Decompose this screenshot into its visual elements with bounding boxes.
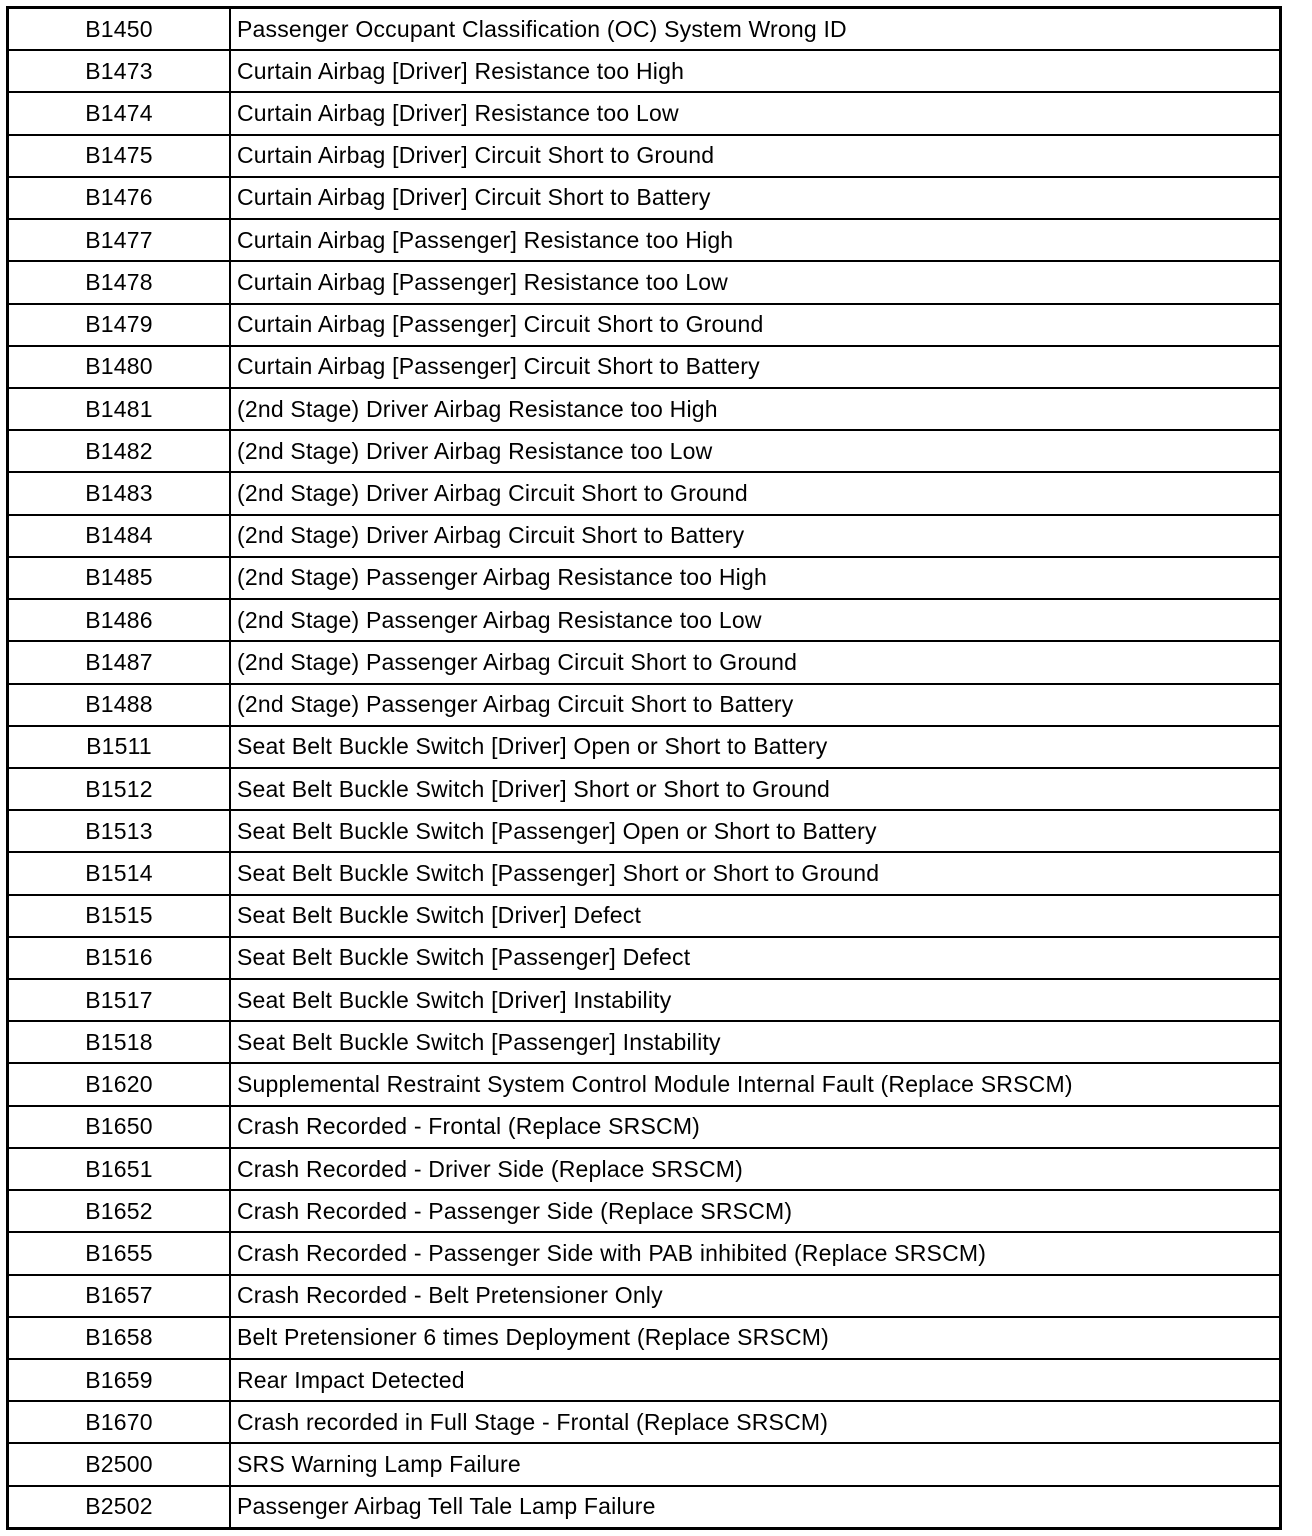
table-row (9, 9, 1279, 49)
dtc-description-cell: Passenger Occupant Classification (OC) System Wrong ID (237, 15, 847, 42)
dtc-description-cell: (2nd Stage) Driver Airbag Resistance too High (237, 395, 718, 422)
table-row (9, 134, 1279, 176)
dtc-code-cell: B1655 (9, 1233, 231, 1273)
dtc-description-cell: (2nd Stage) Driver Airbag Circuit Short to Ground (237, 480, 748, 507)
table-row (9, 556, 1279, 598)
table-row (9, 91, 1279, 133)
table-row (9, 1147, 1279, 1189)
dtc-description-cell: Seat Belt Buckle Switch [Passenger] Defect (237, 944, 691, 971)
dtc-description-cell: Curtain Airbag [Driver] Resistance too Low (237, 100, 679, 127)
dtc-code-cell: B1651 (9, 1149, 231, 1189)
dtc-description-cell: Crash recorded in Full Stage - Frontal (Replace SRSCM) (237, 1408, 829, 1435)
table-row (9, 894, 1279, 936)
table-row (9, 218, 1279, 260)
table-row (9, 471, 1279, 513)
dtc-code-cell: B1479 (9, 305, 231, 345)
dtc-code-cell: B1659 (9, 1360, 231, 1400)
table-row (9, 809, 1279, 851)
dtc-description-cell: Seat Belt Buckle Switch [Driver] Short or Short to Ground (237, 775, 831, 802)
dtc-description-cell: Belt Pretensioner 6 times Deployment (Replace SRSCM) (237, 1324, 830, 1351)
table-row (9, 1316, 1279, 1358)
table-row (9, 640, 1279, 682)
dtc-code-cell: B1658 (9, 1318, 231, 1358)
table-row (9, 1274, 1279, 1316)
dtc-code-cell: B1476 (9, 178, 231, 218)
dtc-description-cell: Curtain Airbag [Passenger] Circuit Short to Battery (237, 353, 760, 380)
table-row (9, 1358, 1279, 1400)
dtc-description-cell: Curtain Airbag [Driver] Resistance too High (237, 57, 685, 84)
table-row (9, 683, 1279, 725)
dtc-description-cell: Curtain Airbag [Passenger] Circuit Short to Ground (237, 311, 764, 338)
dtc-code-cell: B1478 (9, 262, 231, 302)
dtc-code-cell: B1485 (9, 558, 231, 598)
dtc-description-cell: Crash Recorded - Frontal (Replace SRSCM) (237, 1113, 701, 1140)
dtc-description-cell: Seat Belt Buckle Switch [Passenger] Instability (237, 1028, 721, 1055)
table-row (9, 1485, 1279, 1527)
dtc-code-cell: B1515 (9, 896, 231, 936)
table-row (9, 1020, 1279, 1062)
dtc-code-cell: B1475 (9, 136, 231, 176)
dtc-description-cell: Passenger Airbag Tell Tale Lamp Failure (237, 1493, 656, 1520)
table-row (9, 49, 1279, 91)
table-row (9, 936, 1279, 978)
dtc-description-cell: SRS Warning Lamp Failure (237, 1451, 521, 1478)
dtc-code-cell: B1513 (9, 811, 231, 851)
dtc-code-cell: B1483 (9, 473, 231, 513)
dtc-code-cell: B1670 (9, 1402, 231, 1442)
dtc-code-cell: B1518 (9, 1022, 231, 1062)
dtc-description-cell: Curtain Airbag [Passenger] Resistance too High (237, 226, 734, 253)
dtc-description-cell: Seat Belt Buckle Switch [Driver] Defect (237, 902, 642, 929)
table-row (9, 514, 1279, 556)
dtc-description-cell: (2nd Stage) Passenger Airbag Circuit Short to Battery (237, 691, 794, 718)
dtc-description-cell: (2nd Stage) Passenger Airbag Resistance too Low (237, 606, 762, 633)
table-row (9, 1105, 1279, 1147)
dtc-description-cell: Crash Recorded - Passenger Side with PAB inhibited (Replace SRSCM) (237, 1239, 987, 1266)
dtc-description-cell: Curtain Airbag [Passenger] Resistance too Low (237, 268, 728, 295)
dtc-description-cell: Supplemental Restraint System Control Module Internal Fault (Replace SRSCM) (237, 1071, 1073, 1098)
dtc-description-cell: Crash Recorded - Passenger Side (Replace SRSCM) (237, 1197, 793, 1224)
dtc-code-cell: B1482 (9, 431, 231, 471)
dtc-code-cell: B2500 (9, 1444, 231, 1484)
table-row (9, 767, 1279, 809)
table-row (9, 725, 1279, 767)
dtc-table (6, 6, 1282, 1530)
dtc-description-cell: (2nd Stage) Passenger Airbag Circuit Short to Ground (237, 648, 798, 675)
dtc-code-cell: B2502 (9, 1487, 231, 1527)
table-row (9, 345, 1279, 387)
dtc-description-cell: Seat Belt Buckle Switch [Driver] Open or Short to Battery (237, 733, 828, 760)
table-row (9, 851, 1279, 893)
table-row (9, 1400, 1279, 1442)
table-row (9, 1062, 1279, 1104)
dtc-description-cell: Crash Recorded - Driver Side (Replace SRSCM) (237, 1155, 744, 1182)
dtc-code-cell: B1512 (9, 769, 231, 809)
dtc-code-cell: B1486 (9, 600, 231, 640)
dtc-description-cell: Seat Belt Buckle Switch [Driver] Instability (237, 986, 672, 1013)
dtc-description-cell: Curtain Airbag [Driver] Circuit Short to Battery (237, 184, 711, 211)
table-row (9, 260, 1279, 302)
dtc-code-cell: B1511 (9, 727, 231, 767)
dtc-code-cell: B1517 (9, 980, 231, 1020)
dtc-code-cell: B1650 (9, 1107, 231, 1147)
dtc-code-cell: B1620 (9, 1064, 231, 1104)
table-row (9, 598, 1279, 640)
dtc-description-cell: (2nd Stage) Passenger Airbag Resistance too High (237, 564, 767, 591)
dtc-code-cell: B1474 (9, 93, 231, 133)
dtc-code-cell: B1657 (9, 1276, 231, 1316)
dtc-code-cell: B1473 (9, 51, 231, 91)
table-row (9, 1189, 1279, 1231)
table-row (9, 1442, 1279, 1484)
dtc-description-cell: (2nd Stage) Driver Airbag Circuit Short to Battery (237, 522, 745, 549)
dtc-code-cell: B1480 (9, 347, 231, 387)
dtc-code-cell: B1481 (9, 389, 231, 429)
table-row (9, 387, 1279, 429)
dtc-code-cell: B1484 (9, 516, 231, 556)
dtc-code-cell: B1514 (9, 853, 231, 893)
dtc-description-cell: Rear Impact Detected (237, 1366, 465, 1393)
table-row (9, 978, 1279, 1020)
dtc-description-cell: Crash Recorded - Belt Pretensioner Only (237, 1282, 663, 1309)
table-row (9, 303, 1279, 345)
dtc-description-cell: Seat Belt Buckle Switch [Passenger] Short or Short to Ground (237, 859, 880, 886)
dtc-description-cell: Curtain Airbag [Driver] Circuit Short to Ground (237, 142, 715, 169)
table-row (9, 429, 1279, 471)
dtc-code-cell: B1450 (9, 9, 231, 49)
table-row (9, 176, 1279, 218)
dtc-description-cell: (2nd Stage) Driver Airbag Resistance too Low (237, 437, 713, 464)
dtc-code-cell: B1516 (9, 938, 231, 978)
dtc-code-cell: B1488 (9, 685, 231, 725)
dtc-code-cell: B1487 (9, 642, 231, 682)
table-row (9, 1231, 1279, 1273)
dtc-description-cell: Seat Belt Buckle Switch [Passenger] Open or Short to Battery (237, 817, 877, 844)
dtc-code-cell: B1652 (9, 1191, 231, 1231)
dtc-code-cell: B1477 (9, 220, 231, 260)
